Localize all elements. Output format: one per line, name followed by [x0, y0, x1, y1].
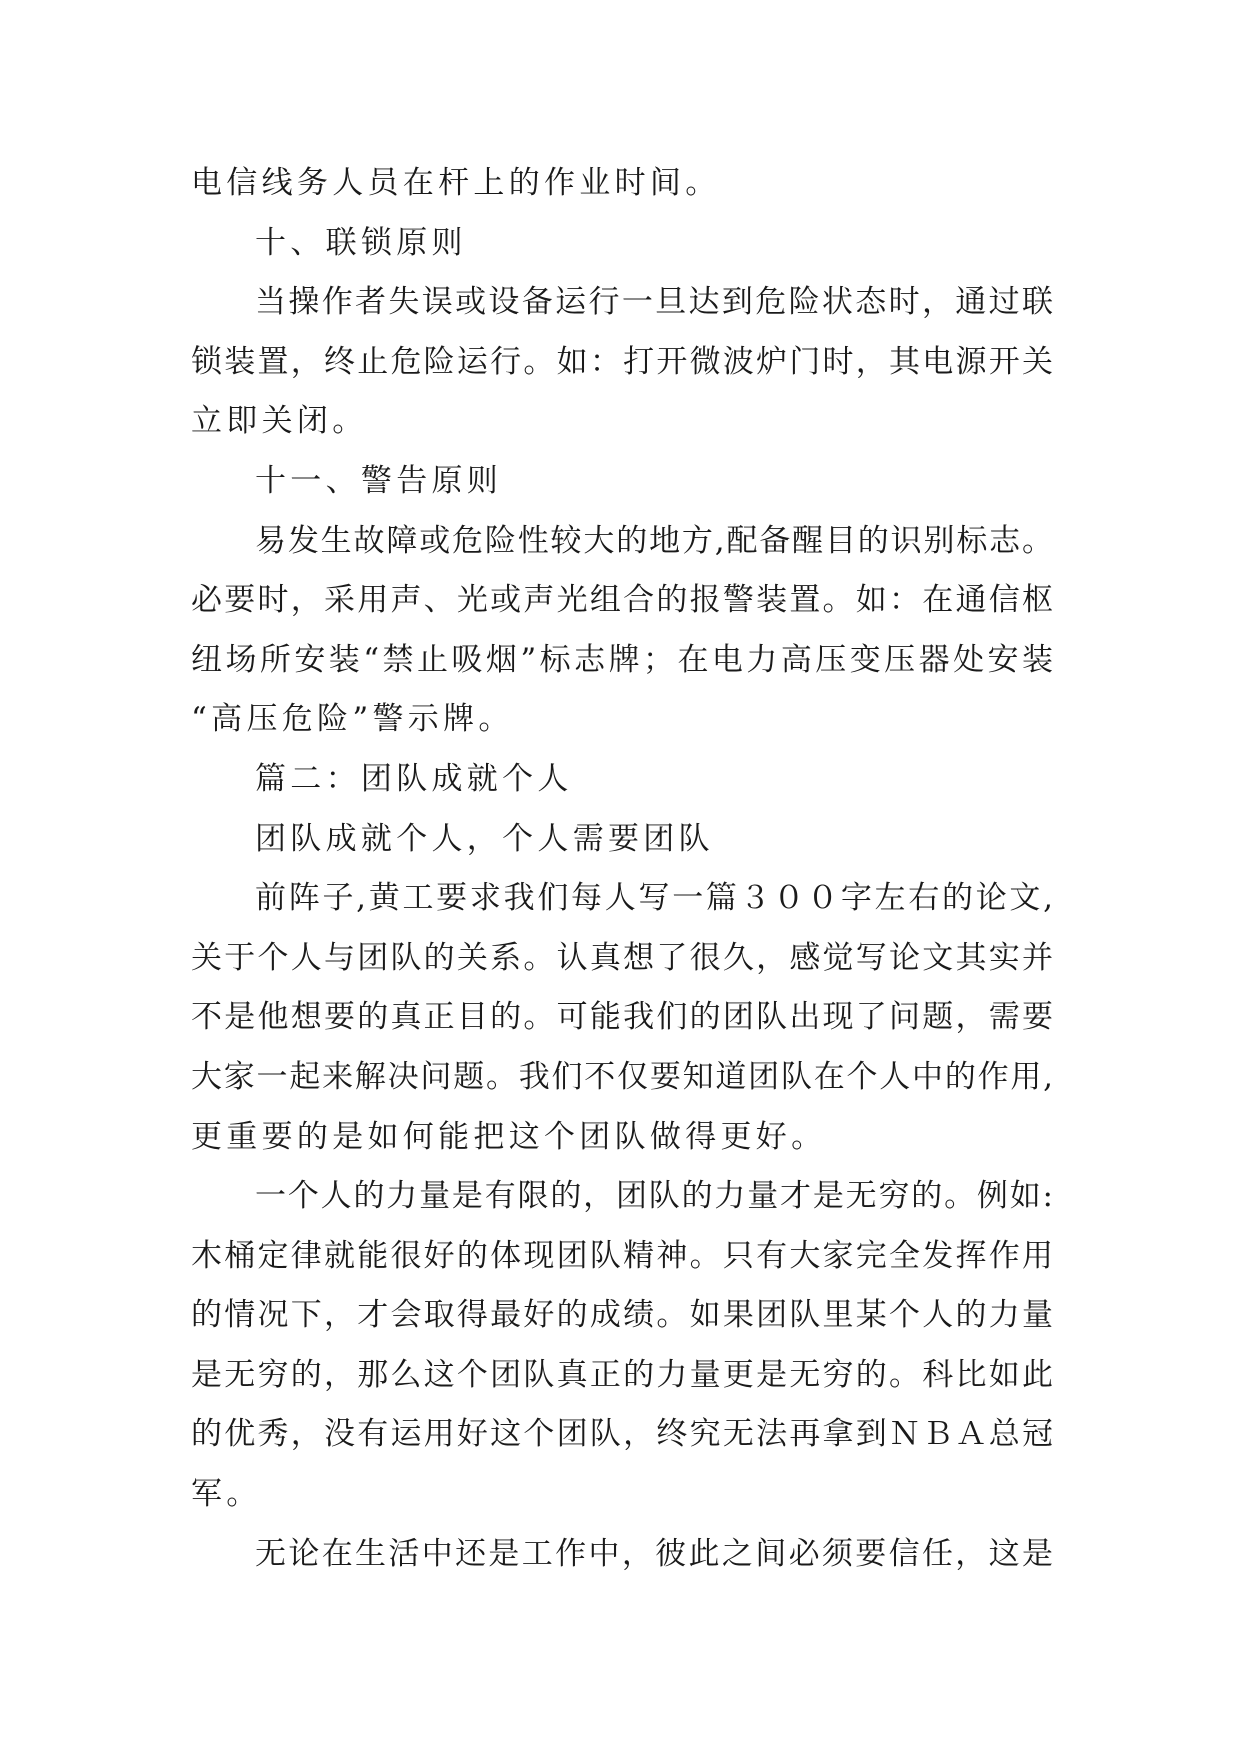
text-line: 锁装置，终止危险运行。如：打开微波炉门时，其电源开关 [191, 343, 1053, 380]
text-line: 的情况下，才会取得最好的成绩。如果团队里某个人的力量 [191, 1297, 1053, 1334]
text-line: 易发生故障或危险性较大的地方,配备醒目的识别标志。 [255, 522, 1053, 559]
text-line: 当操作者失误或设备运行一旦达到危险状态时，通过联 [255, 284, 1053, 321]
text-line: 木桶定律就能很好的体现团队精神。只有大家完全发挥作用 [191, 1237, 1053, 1274]
section-heading: 十、联锁原则 [255, 224, 467, 261]
text-line: 必要时，采用声、光或声光组合的报警装置。如：在通信枢 [191, 582, 1053, 619]
text-line: 更重要的是如何能把这个团队做得更好。 [191, 1118, 827, 1155]
text-line: 电信线务人员在杆上的作业时间。 [191, 165, 721, 201]
section-heading: 十一、警告原则 [255, 462, 503, 499]
text-line: 纽场所安装“禁止吸烟”标志牌；在电力高压变压器处安装 [191, 641, 1053, 678]
document-page [191, 154, 1053, 1584]
text-line: 军。 [191, 1476, 262, 1513]
text-line: “高压危险”警示牌。 [191, 701, 514, 738]
text-line: 立即关闭。 [191, 403, 368, 440]
text-line: 前阵子,黄工要求我们每人写一篇３００字左右的论文, [255, 880, 1053, 917]
article-title: 团队成就个人，个人需要团队 [255, 820, 714, 857]
text-line: 大家一起来解决问题。我们不仅要知道团队在个人中的作用, [191, 1058, 1053, 1095]
text-line: 的优秀，没有运用好这个团队，终究无法再拿到ＮＢＡ总冠 [191, 1416, 1053, 1453]
text-line: 无论在生活中还是工作中，彼此之间必须要信任，这是 [255, 1535, 1053, 1572]
text-line: 一个人的力量是有限的，团队的力量才是无穷的。例如: [255, 1178, 1053, 1215]
text-line: 不是他想要的真正目的。可能我们的团队出现了问题，需要 [191, 999, 1053, 1036]
text-line: 是无穷的，那么这个团队真正的力量更是无穷的。科比如此 [191, 1356, 1053, 1393]
text-line: 关于个人与团队的关系。认真想了很久，感觉写论文其实并 [191, 939, 1053, 976]
article-heading: 篇二：团队成就个人 [255, 760, 573, 797]
